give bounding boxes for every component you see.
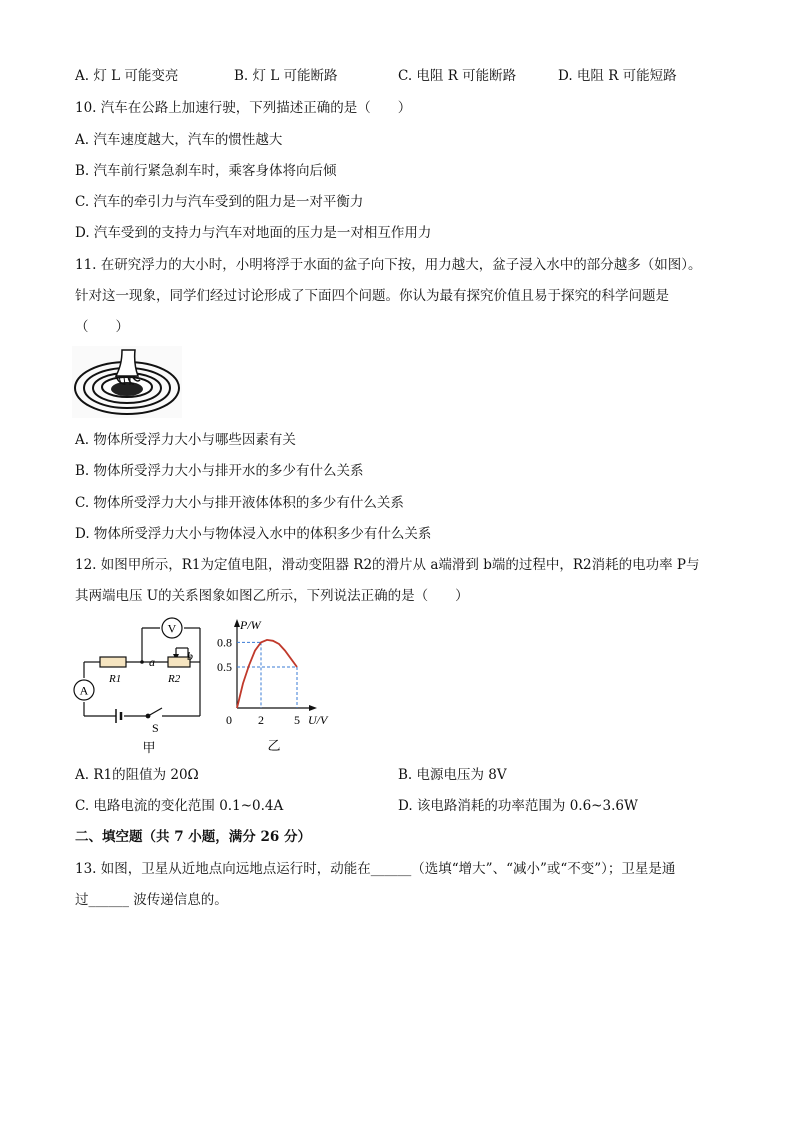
terminal-a-label: a xyxy=(149,655,155,669)
series-line xyxy=(237,640,297,708)
q12-option-b: B. 电源电压为 8V xyxy=(398,767,507,783)
q11-stem-line3: （ ） xyxy=(75,319,129,335)
x-axis-label: U/V xyxy=(308,713,328,727)
graph-caption: 乙 xyxy=(267,738,281,753)
q12-option-d: D. 该电路消耗的功率范围为 0.6~3.6W xyxy=(398,798,638,814)
voltmeter-label: V xyxy=(167,621,177,636)
terminal-b-label: b xyxy=(187,649,193,663)
q9-option-b: B. 灯 L 可能断路 xyxy=(234,68,338,84)
x-tick-label: 5 xyxy=(294,713,300,727)
r2-label: R2 xyxy=(168,673,181,685)
q9-option-a: A. 灯 L 可能变亮 xyxy=(75,68,179,84)
section-heading-fill-in: 二、填空题（共 7 小题，满分 26 分） xyxy=(75,829,311,845)
circuit-caption: 甲 xyxy=(142,740,156,755)
y-tick-label: 0.8 xyxy=(217,635,232,650)
q11-option-b: B. 物体所受浮力大小与排开水的多少有什么关系 xyxy=(75,463,364,479)
q13-line2: 过______ 波传递信息的。 xyxy=(75,892,228,908)
switch-label: S xyxy=(152,721,159,735)
r1-label: R1 xyxy=(109,673,122,685)
y-axis-label: P/W xyxy=(240,618,261,632)
q11-stem-line2: 针对这一现象，同学们经过讨论形成了下面四个问题。你认为最有探究价值且易于探究的科学问题是 xyxy=(75,288,669,304)
q12-stem-line1: 12. 如图甲所示，R1为定值电阻，滑动变阻器 R2的滑片从 a端滑到 b端的过程中，R2消耗的电功率 P与 xyxy=(75,557,700,573)
circuit-diagram xyxy=(72,616,212,756)
q10-option-a: A. 汽车速度越大，汽车的惯性越大 xyxy=(75,132,283,148)
power-voltage-graph xyxy=(212,614,336,758)
q10-option-c: C. 汽车的牵引力与汽车受到的阻力是一对平衡力 xyxy=(75,194,364,210)
q12-option-a: A. R1的阻值为 20Ω xyxy=(75,767,199,783)
q13-line1: 13. 如图，卫星从近地点向远地点运行时，动能在______（选填“增大”、“减小”或“不变”）；卫星是通 xyxy=(75,861,676,877)
q10-option-d: D. 汽车受到的支持力与汽车对地面的压力是一对相互作用力 xyxy=(75,225,432,241)
q9-option-d: D. 电阻 R 可能短路 xyxy=(558,68,677,84)
q12-stem-line2: 其两端电压 U的关系图象如图乙所示，下列说法正确的是（ ） xyxy=(75,588,469,604)
q9-option-c: C. 电阻 R 可能断路 xyxy=(398,68,517,84)
q11-stem-line1: 11. 在研究浮力的大小时，小明将浮于水面的盆子向下按，用力越大，盆子浸入水中的部分越多（如图）。 xyxy=(75,257,702,273)
x-origin-label: 0 xyxy=(226,713,232,727)
q11-option-d: D. 物体所受浮力大小与物体浸入水中的体积多少有什么关系 xyxy=(75,526,432,542)
q12-option-c: C. 电路电流的变化范围 0.1~0.4A xyxy=(75,798,284,814)
ammeter-label: A xyxy=(79,683,89,698)
q11-option-a: A. 物体所受浮力大小与哪些因素有关 xyxy=(75,432,296,448)
basin-in-water-figure xyxy=(72,346,182,418)
x-tick-label: 2 xyxy=(258,713,264,727)
y-tick-label: 0.5 xyxy=(217,660,232,674)
q11-option-c: C. 物体所受浮力大小与排开液体体积的多少有什么关系 xyxy=(75,495,404,511)
q10-option-b: B. 汽车前行紧急刹车时，乘客身体将向后倾 xyxy=(75,163,337,179)
q10-stem: 10. 汽车在公路上加速行驶，下列描述正确的是（ ） xyxy=(75,100,412,116)
